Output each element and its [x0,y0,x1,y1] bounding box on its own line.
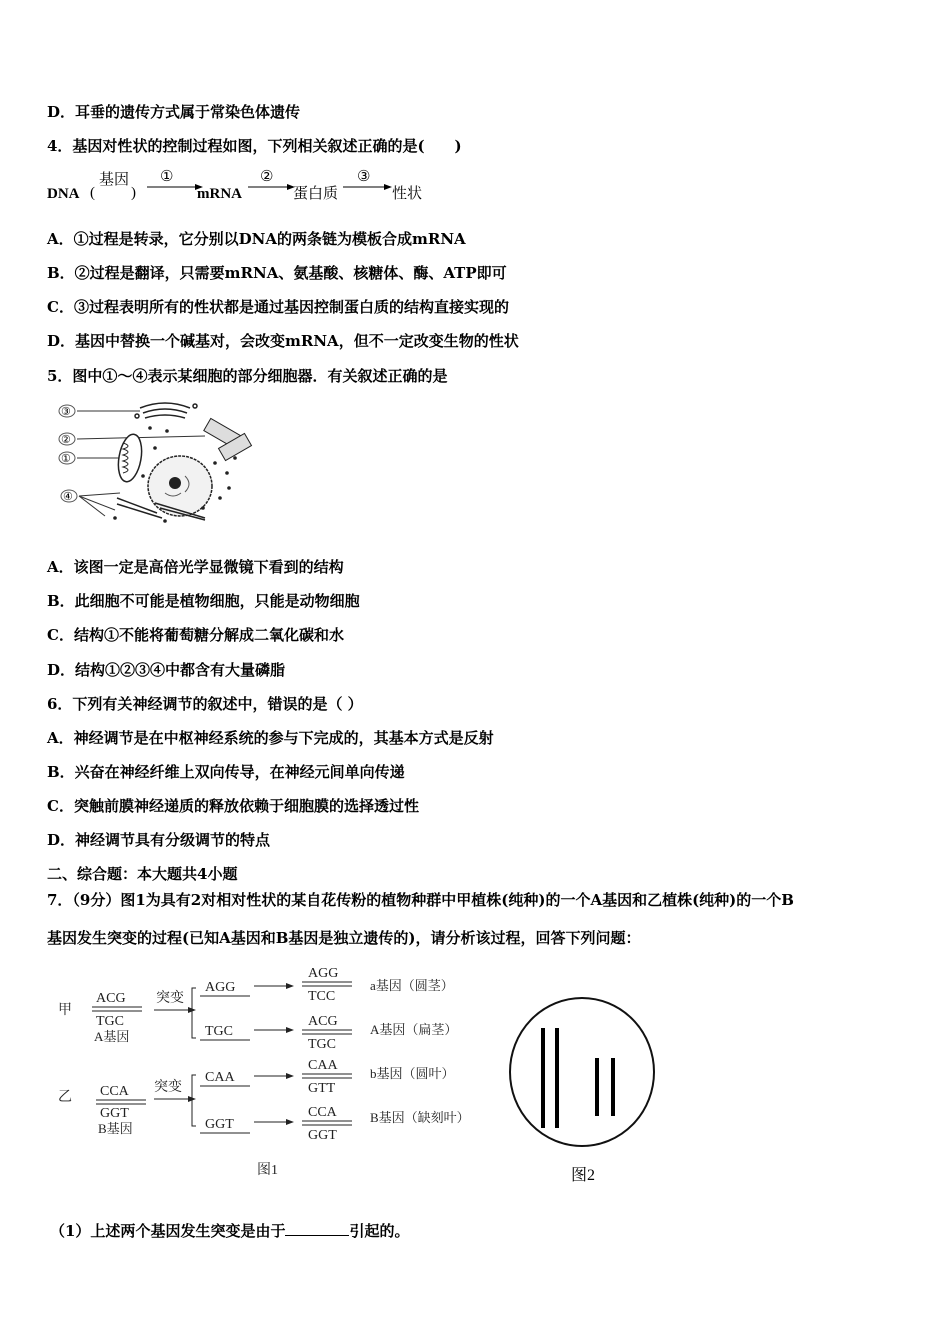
row3-top: CAA [308,1058,338,1073]
jia-label: 甲 [58,1003,72,1018]
golgi-apparatus [135,403,197,418]
q6-option-c: C．突触前膜神经递质的释放依赖于细胞膜的选择透过性 [47,797,419,815]
jia-top: ACG [96,991,126,1006]
label-4: ④ [63,491,73,503]
row2-gene: A基因（扁茎） [370,1022,458,1037]
label-2: ② [61,434,71,446]
row2-bottom: TGC [308,1037,336,1052]
cell-outline [510,998,654,1146]
q5-option-d: D．结构①②③④中都含有大量磷脂 [47,661,286,679]
yi-bottom: GGT [100,1106,129,1121]
q4-option-b: B．②过程是翻译，只需要mRNA、氨基酸、核糖体、酶、ATP即可 [47,264,507,282]
q7-stem-line2: 基因发生突变的过程(已知A基因和B基因是独立遗传的)，请分析该过程，回答下列问题： [47,929,641,947]
answer-blank[interactable] [285,1221,349,1236]
label-1: ① [61,453,71,465]
mitochondria [115,432,145,483]
centrioles [204,418,252,460]
yi-top: CCA [100,1084,129,1099]
q4-option-c: C．③过程表明所有的性状都是通过基因控制蛋白质的结构直接实现的 [47,298,509,316]
q7-figure1 [50,958,500,1188]
q6-option-d: D．神经调节具有分级调节的特点 [47,831,271,849]
svg-text:(: ( [90,185,95,201]
row2-top: ACG [308,1014,338,1029]
section-heading: 二、综合题：本大题共4小题 [47,865,238,883]
row4-top: CCA [308,1105,337,1120]
svg-text:): ) [131,185,136,201]
gene-label: 基因 [99,172,130,188]
q4-flow-diagram [40,164,440,214]
row4-bottom: GGT [308,1128,337,1143]
step2-label: ② [260,169,274,185]
yi-mutation: 突变 [154,1080,182,1095]
sub1-before: （1）上述两个基因发生突变是由于 [50,1222,286,1240]
q6-option-a: A．神经调节是在中枢神经系统的参与下完成的，其基本方式是反射 [47,729,494,747]
q7-stem-line1: 7．（9分）图1为具有2对相对性状的某自花传粉的植物种群中甲植株(纯种)的一个A基因和乙植株(纯种)的一个B [47,891,794,909]
row4-template: GGT [205,1117,234,1132]
row3-template: CAA [205,1070,235,1085]
step1-label: ① [160,169,174,185]
jia-gene: A基因 [94,1029,130,1044]
jia-bottom: TGC [96,1014,124,1029]
q5-cell-figure [55,398,265,528]
figure1-caption: 图1 [257,1163,278,1178]
row1-template: AGG [205,980,236,995]
q4-option-a: A．①过程是转录，它分别以DNA的两条链为模板合成mRNA [47,230,466,248]
q4-stem: 4．基因对性状的控制过程如图，下列相关叙述正确的是( ) [47,137,462,155]
q5-option-b: B．此细胞不可能是植物细胞，只能是动物细胞 [47,592,360,610]
q5-stem: 5．图中①～④表示某细胞的部分细胞器．有关叙述正确的是 [47,367,448,385]
row3-bottom: GTT [308,1081,336,1096]
row4-gene: B基因（缺刻叶） [370,1110,470,1125]
figure2-caption: 图2 [571,1167,596,1184]
q6-option-b: B．兴奋在神经纤维上双向传导，在神经元间单向传递 [47,763,405,781]
jia-mutation: 突变 [156,991,184,1006]
q7-subquestion-1 [50,1221,409,1241]
q5-option-a: A．该图一定是高倍光学显微镜下看到的结构 [47,558,344,576]
protein-label: 蛋白质 [293,186,339,202]
dna-label: DNA [47,186,80,202]
q7-figure2 [505,990,665,1190]
q5-option-c: C．结构①不能将葡萄糖分解成二氧化碳和水 [47,626,344,644]
label-3: ③ [61,406,71,418]
row2-template: TGC [205,1024,233,1039]
yi-gene: B基因 [98,1121,133,1136]
step3-label: ③ [357,169,371,185]
row1-gene: a基因（圆茎） [370,978,454,993]
row1-bottom: TCC [308,989,336,1004]
q6-stem: 6．下列有关神经调节的叙述中，错误的是（ ） [47,695,363,713]
row1-top: AGG [308,966,339,981]
trait-label: 性状 [392,186,423,202]
row3-gene: b基因（圆叶） [370,1066,455,1081]
q4-option-d: D．基因中替换一个碱基对，会改变mRNA，但不一定改变生物的性状 [47,332,519,350]
yi-label: 乙 [58,1090,72,1105]
mrna-label: mRNA [197,186,242,202]
sub1-after: 引起的。 [349,1222,410,1240]
q3-option-d: D．耳垂的遗传方式属于常染色体遗传 [47,103,301,121]
